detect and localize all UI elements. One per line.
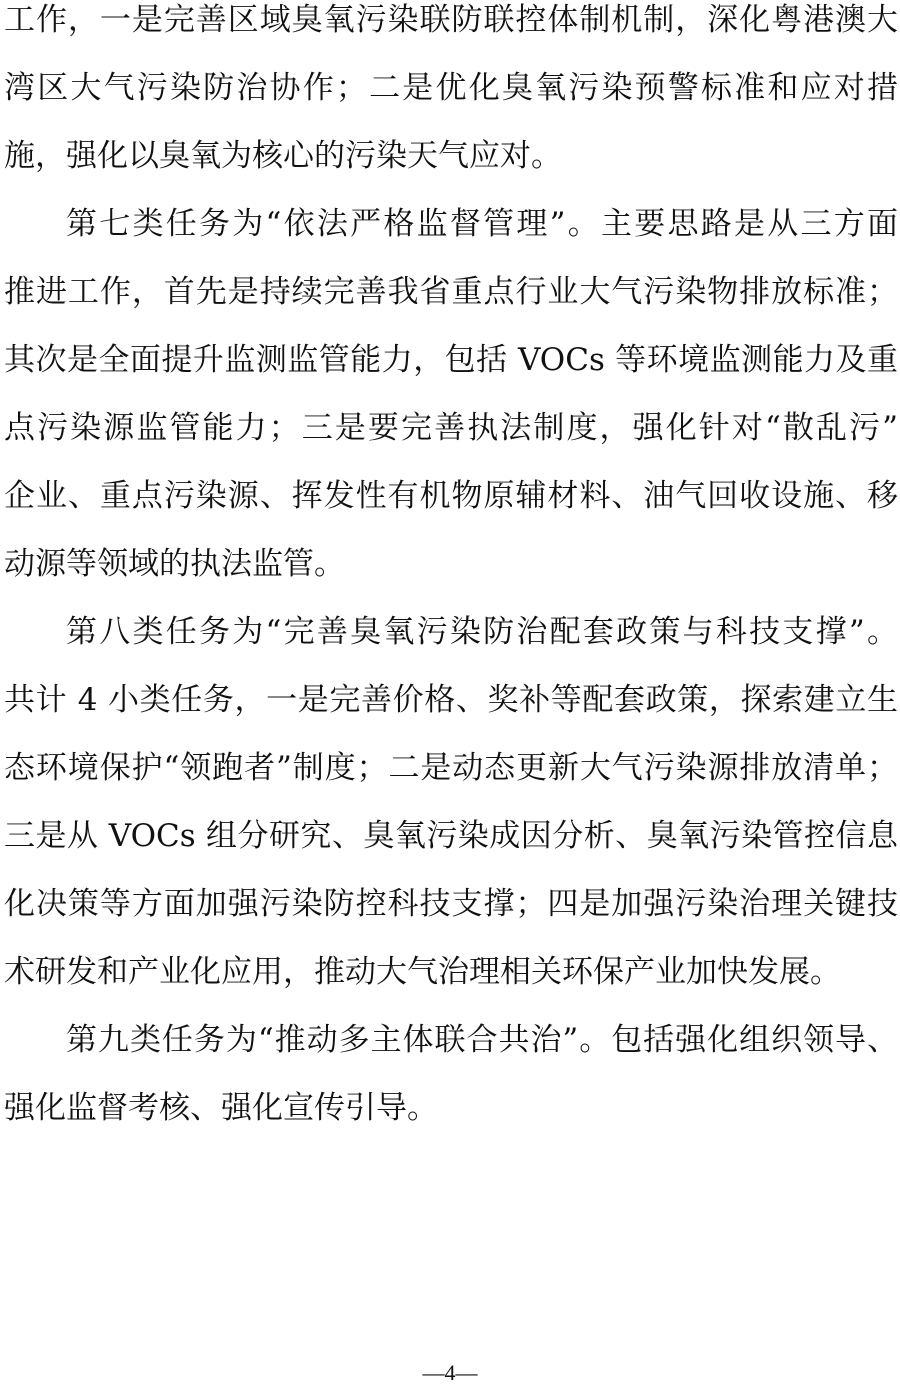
paragraph-task-eight — [4, 612, 898, 1020]
text-line: 湾区大气污染防治协作；二是优化臭氧污染预警标准和应对措 — [4, 70, 898, 106]
text-line: 强化监督考核、强化宣传引导。 — [4, 1090, 438, 1126]
paragraph-task-nine — [4, 1020, 898, 1156]
text-line: 其次是全面提升监测监管能力，包括 VOCs 等环境监测能力及重 — [4, 342, 898, 378]
text-line: 态环境保护“领跑者”制度；二是动态更新大气污染源排放清单； — [4, 750, 898, 786]
text-line: 第八类任务为“完善臭氧污染防治配套政策与科技支撑”。 — [66, 614, 898, 650]
paragraph-task-seven — [4, 204, 898, 612]
text-line: 三是从 VOCs 组分研究、臭氧污染成因分析、臭氧污染管控信息 — [4, 818, 898, 854]
text-line: 施，强化以臭氧为核心的污染天气应对。 — [4, 138, 562, 174]
text-line: 动源等领域的执法监管。 — [4, 546, 345, 582]
text-line: 推进工作，首先是持续完善我省重点行业大气污染物排放标准； — [4, 274, 898, 310]
text-line: 企业、重点污染源、挥发性有机物原辅材料、油气回收设施、移 — [4, 478, 898, 514]
page-number: —4— — [422, 1360, 478, 1385]
document-body — [4, 0, 898, 1156]
paragraph-regional-cooperation — [4, 0, 898, 204]
text-line: 工作，一是完善区域臭氧污染联防联控体制机制，深化粤港澳大 — [4, 2, 898, 38]
text-line: 第七类任务为“依法严格监督管理”。主要思路是从三方面 — [66, 206, 898, 242]
text-line: 共计 4 小类任务，一是完善价格、奖补等配套政策，探索建立生 — [4, 682, 898, 718]
text-line: 化决策等方面加强污染防控科技支撑；四是加强污染治理关键技 — [4, 886, 898, 922]
text-line: 点污染源监管能力；三是要完善执法制度，强化针对“散乱污” — [4, 410, 898, 446]
text-line: 第九类任务为“推动多主体联合共治”。包括强化组织领导、 — [66, 1022, 898, 1058]
text-line: 术研发和产业化应用，推动大气治理相关环保产业加快发展。 — [4, 954, 841, 990]
